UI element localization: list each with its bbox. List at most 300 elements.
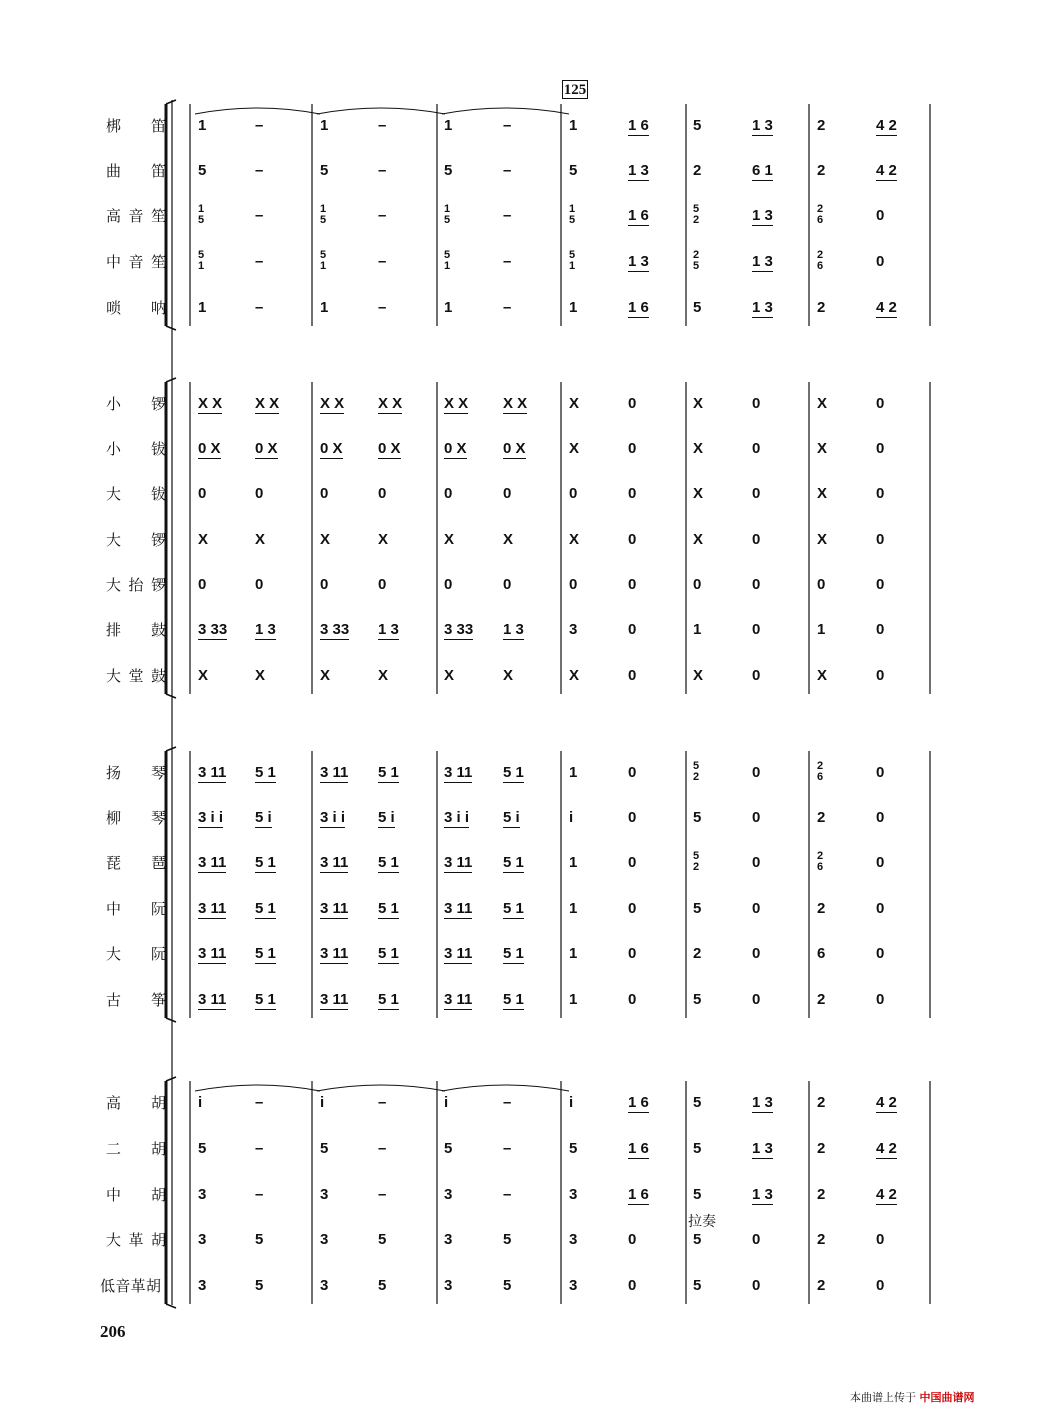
chord-note: 5 [569,214,576,226]
note-cell: i [569,1094,574,1111]
chord-note: 2 [693,214,700,226]
note-cell: 1 3 [752,299,773,316]
note-cell: 3 11 [320,764,349,781]
note-cell: X [320,667,331,684]
note-cell: 5 [320,162,329,179]
note-cell: 0 X [444,440,467,457]
tie-slur [195,108,320,114]
note-cell: X [569,531,580,548]
note-cell: 3 i i [320,809,346,826]
note-cell: 1 [198,117,207,134]
note-cell: 0 [876,253,885,270]
note-cell: 0 [817,576,826,593]
instrument-label: 柳 琴 [106,809,166,827]
note-cell: X [693,485,704,502]
note-cell: – [255,1186,264,1203]
note-cell: 5 1 [255,945,276,962]
note-cell: X [198,667,209,684]
note-cell [569,250,575,272]
note-cell: 5 1 [503,854,524,871]
note-cell: 5 1 [255,991,276,1008]
chord-note: 2 [817,850,824,862]
note-cell: 4 2 [876,299,897,316]
note-cell: 5 [198,1140,207,1157]
note-cell: 0 [876,485,885,502]
note-cell: – [378,117,387,134]
note-cell [320,250,326,272]
note-cell: X [320,531,331,548]
note-cell: 4 2 [876,1140,897,1157]
note-cell: 0 [628,621,637,638]
note-cell [817,761,823,783]
chord-note: 1 [444,260,451,272]
note-cell: 1 [569,900,578,917]
note-cell: – [255,1094,264,1111]
tie-slur [442,108,569,114]
chord-note: 2 [693,249,700,261]
chord-note: 1 [569,260,576,272]
note-cell: 2 [817,117,826,134]
instrument-label: 大抬锣 [106,576,166,594]
note-cell: 0 [752,667,761,684]
note-cell [693,851,699,873]
note-cell: 3 11 [198,764,227,781]
note-cell: 0 [503,485,512,502]
note-cell: X [569,440,580,457]
note-cell [320,204,326,226]
note-cell: 0 [628,1231,637,1248]
site-logo: 中国曲谱网 [919,1391,975,1404]
note-cell: 0 [876,667,885,684]
note-cell: 3 11 [444,854,473,871]
note-cell: 3 [569,1231,578,1248]
note-cell: 1 6 [628,207,649,224]
chord-note: 1 [320,203,327,215]
note-cell: 0 [876,991,885,1008]
note-cell: 1 6 [628,1140,649,1157]
chord-note: 6 [817,214,824,226]
note-cell: 0 [876,945,885,962]
note-cell: 5 1 [255,854,276,871]
group-bracket-top [166,100,176,104]
note-cell: 5 1 [378,854,399,871]
note-cell: 5 1 [503,945,524,962]
note-cell: 3 i i [198,809,224,826]
chord-note: 5 [693,850,700,862]
note-cell: 3 11 [198,900,227,917]
note-cell: 5 i [255,809,272,826]
instrument-label: 低音革胡 [100,1277,160,1295]
note-cell: 0 [876,764,885,781]
chord-note: 6 [817,260,824,272]
note-cell: 5 [693,1231,702,1248]
note-cell: 5 [255,1231,264,1248]
note-cell: 0 X [378,440,401,457]
instrument-label: 大 阮 [106,945,166,963]
instrument-label: 小 钹 [106,440,166,458]
instrument-label: 二 胡 [106,1140,166,1158]
note-cell: – [255,253,264,270]
note-cell: X [255,531,266,548]
note-cell: 3 11 [444,945,473,962]
note-cell: 5 [693,809,702,826]
note-cell: – [503,117,512,134]
note-cell: 0 [876,900,885,917]
note-cell: – [378,207,387,224]
note-cell: 5 [378,1277,387,1294]
note-cell: 3 [198,1186,207,1203]
note-cell: 0 [628,991,637,1008]
note-cell: 5 [693,1277,702,1294]
chord-note: 5 [444,214,451,226]
note-cell: 0 X [320,440,343,457]
note-cell: 0 [876,576,885,593]
note-cell: 0 [752,945,761,962]
note-cell: 3 [569,1277,578,1294]
note-cell [817,204,823,226]
note-cell [693,761,699,783]
chord-note: 2 [693,861,700,873]
note-cell: 1 [569,299,578,316]
instrument-label: 小 锣 [106,395,166,413]
note-cell: 0 [255,576,264,593]
note-cell: 2 [817,1186,826,1203]
note-cell: 1 [569,991,578,1008]
note-cell: 1 [693,621,702,638]
note-cell: 4 2 [876,1094,897,1111]
note-cell: 5 1 [503,764,524,781]
note-cell: 5 [693,900,702,917]
chord-note: 2 [817,203,824,215]
note-cell: 0 [752,1277,761,1294]
note-cell: – [378,1186,387,1203]
note-cell: 0 [693,576,702,593]
note-cell: 5 [503,1277,512,1294]
note-cell: 0 [876,621,885,638]
instrument-label: 扬 琴 [106,764,166,782]
note-cell: 3 11 [198,945,227,962]
note-cell: X [817,485,828,502]
note-cell: 1 6 [628,117,649,134]
note-cell: X [817,395,828,412]
note-cell: 1 6 [628,1094,649,1111]
note-cell: – [503,253,512,270]
note-cell: 4 2 [876,162,897,179]
note-cell: – [378,1094,387,1111]
note-cell: 0 [628,576,637,593]
note-cell: 1 3 [752,1140,773,1157]
note-cell: 0 [876,1231,885,1248]
note-cell: 3 33 [444,621,474,638]
note-cell: 0 [320,485,329,502]
note-cell: 0 [628,854,637,871]
note-cell: X [444,667,455,684]
note-cell: X [378,667,389,684]
note-cell: 0 [503,576,512,593]
note-cell: 5 1 [378,945,399,962]
note-cell: X X [503,395,528,412]
note-cell: 0 [628,764,637,781]
note-cell: 1 [444,117,453,134]
note-cell: 6 [817,945,826,962]
chord-note: 6 [817,861,824,873]
note-cell: X X [198,395,223,412]
note-cell: 0 [628,809,637,826]
note-cell: 0 X [198,440,221,457]
note-cell: – [255,207,264,224]
note-cell: X [444,531,455,548]
note-cell: 3 11 [320,991,349,1008]
note-cell: 2 [817,900,826,917]
note-cell: 1 [444,299,453,316]
group-bracket-bottom [166,1304,176,1308]
chord-note: 5 [444,249,451,261]
note-cell: 0 [876,809,885,826]
note-cell: 1 3 [628,162,649,179]
rehearsal-mark: 125 [563,82,587,98]
note-cell: X [503,531,514,548]
note-cell: – [378,299,387,316]
note-cell: 5 1 [255,764,276,781]
note-cell: 1 3 [503,621,524,638]
note-cell: 4 2 [876,117,897,134]
note-cell: 0 [444,485,453,502]
note-cell: 0 [628,440,637,457]
note-cell: 5 [693,1186,702,1203]
chord-note: 2 [817,249,824,261]
tie-slur [195,1085,320,1091]
note-cell: 2 [817,1277,826,1294]
note-cell: 3 [320,1277,329,1294]
note-cell: 0 [752,1231,761,1248]
note-cell: 2 [817,299,826,316]
note-cell: 1 3 [255,621,276,638]
footer-text: 本曲谱上传于 [850,1391,916,1404]
note-cell: 3 [320,1186,329,1203]
note-cell: 0 [628,945,637,962]
note-cell: 5 [569,162,578,179]
note-cell: 1 3 [752,253,773,270]
note-cell: X [693,395,704,412]
note-cell: 0 [752,485,761,502]
instrument-label: 排 鼓 [106,621,166,639]
note-cell: i [444,1094,449,1111]
note-cell: 3 11 [320,945,349,962]
note-cell: 0 [569,485,578,502]
note-cell: 3 11 [198,991,227,1008]
chord-note: 6 [817,771,824,783]
note-cell: 5 [503,1231,512,1248]
note-cell: 5 [569,1140,578,1157]
note-cell: 4 2 [876,1186,897,1203]
note-cell: – [255,162,264,179]
note-cell: – [378,162,387,179]
note-cell: – [503,299,512,316]
note-cell: – [378,253,387,270]
note-cell: 1 6 [628,299,649,316]
note-cell: 0 [378,485,387,502]
note-cell: 1 [817,621,826,638]
instrument-label: 高音笙 [106,207,166,225]
note-cell: – [255,299,264,316]
note-cell: X [817,667,828,684]
note-cell: X [503,667,514,684]
note-cell: 0 [752,531,761,548]
chord-note: 2 [817,760,824,772]
note-cell: 3 [320,1231,329,1248]
note-cell: 3 11 [198,854,227,871]
note-cell: 3 33 [198,621,228,638]
note-cell: 0 [752,395,761,412]
note-cell: 1 [569,854,578,871]
note-cell: 3 i i [444,809,470,826]
tie-slur [317,108,445,114]
note-cell: 0 [752,854,761,871]
note-cell: 2 [693,945,702,962]
note-cell: 0 [255,485,264,502]
note-cell: 3 [198,1231,207,1248]
playing-instruction: 拉奏 [688,1214,716,1230]
note-cell: X X [378,395,403,412]
note-cell: 5 [444,1140,453,1157]
note-cell: 0 [752,576,761,593]
instrument-label: 古 筝 [106,991,166,1009]
note-cell: X [693,531,704,548]
note-cell: – [503,1186,512,1203]
note-cell: 0 [752,621,761,638]
note-cell: – [503,207,512,224]
note-cell: 5 [255,1277,264,1294]
chord-note: 2 [693,771,700,783]
note-cell: 0 [752,440,761,457]
note-cell: 0 [628,1277,637,1294]
note-cell: 1 [320,117,329,134]
note-cell: 0 [876,440,885,457]
note-cell: 0 [876,395,885,412]
note-cell: 5 [693,299,702,316]
note-cell: 0 [752,809,761,826]
note-cell: 1 3 [752,1186,773,1203]
note-cell: 0 X [503,440,526,457]
note-cell: X X [444,395,469,412]
note-cell [817,851,823,873]
instrument-label: 曲 笛 [106,162,166,180]
note-cell: 0 [752,900,761,917]
note-cell [693,250,699,272]
note-cell: 0 [569,576,578,593]
tie-slur [442,1085,569,1091]
note-cell: 3 11 [320,854,349,871]
note-cell: i [320,1094,325,1111]
note-cell: 0 [628,485,637,502]
note-cell: 1 [320,299,329,316]
chord-note: 1 [569,203,576,215]
group-bracket-bottom [166,326,176,330]
note-cell: 5 [693,1094,702,1111]
note-cell: X [255,667,266,684]
instrument-label: 大 锣 [106,531,166,549]
note-cell: 3 [444,1277,453,1294]
note-cell: X [817,531,828,548]
note-cell: 0 [752,764,761,781]
note-cell: 2 [817,991,826,1008]
instrument-label: 唢 呐 [106,299,166,317]
chord-note: 5 [320,214,327,226]
note-cell: 1 3 [378,621,399,638]
chord-note: 5 [693,760,700,772]
note-cell: 1 3 [628,253,649,270]
note-cell: 5 1 [503,900,524,917]
instrument-label: 中音笙 [106,253,166,271]
note-cell: X [569,667,580,684]
note-cell: X [569,395,580,412]
note-cell: 1 3 [752,117,773,134]
note-cell [198,204,204,226]
note-cell: 5 [378,1231,387,1248]
note-cell: i [198,1094,203,1111]
note-cell: 5 i [378,809,395,826]
note-cell: 3 33 [320,621,350,638]
chord-note: 5 [198,214,205,226]
chord-note: 1 [320,260,327,272]
note-cell: 1 3 [752,207,773,224]
note-cell: 5 [444,162,453,179]
note-cell: 0 [628,667,637,684]
note-cell: 2 [817,809,826,826]
note-cell: 3 [444,1231,453,1248]
page-number: 206 [100,1322,126,1341]
note-cell: – [503,1094,512,1111]
note-cell: – [255,1140,264,1157]
note-cell: 0 [752,991,761,1008]
note-cell: – [503,1140,512,1157]
note-cell [569,204,575,226]
note-cell: 1 [569,764,578,781]
note-cell: 5 [693,991,702,1008]
note-cell: 5 [693,117,702,134]
chord-note: 1 [198,260,205,272]
note-cell: 3 [198,1277,207,1294]
note-cell: 1 3 [752,1094,773,1111]
note-cell: 1 [569,945,578,962]
group-bracket-bottom [166,1018,176,1022]
note-cell: 5 [198,162,207,179]
chord-note: 5 [320,249,327,261]
note-cell: 0 [320,576,329,593]
note-cell: 3 [569,1186,578,1203]
note-cell: 5 [693,1140,702,1157]
note-cell: 0 [378,576,387,593]
note-cell: 0 [876,207,885,224]
note-cell: 0 [198,485,207,502]
note-cell: X [378,531,389,548]
note-cell: 1 6 [628,1186,649,1203]
note-cell: – [255,117,264,134]
chord-note: 5 [569,249,576,261]
note-cell: 0 [876,531,885,548]
instrument-label: 大 钹 [106,485,166,503]
note-cell: X [198,531,209,548]
note-cell: 5 i [503,809,520,826]
group-bracket-top [166,747,176,751]
note-cell: 3 11 [444,900,473,917]
instrument-label: 琵 琶 [106,854,166,872]
note-cell: 2 [817,162,826,179]
instrument-label: 大堂鼓 [106,667,166,685]
note-cell: 5 [320,1140,329,1157]
instrument-label: 中 胡 [106,1186,166,1204]
note-cell: 5 1 [378,991,399,1008]
